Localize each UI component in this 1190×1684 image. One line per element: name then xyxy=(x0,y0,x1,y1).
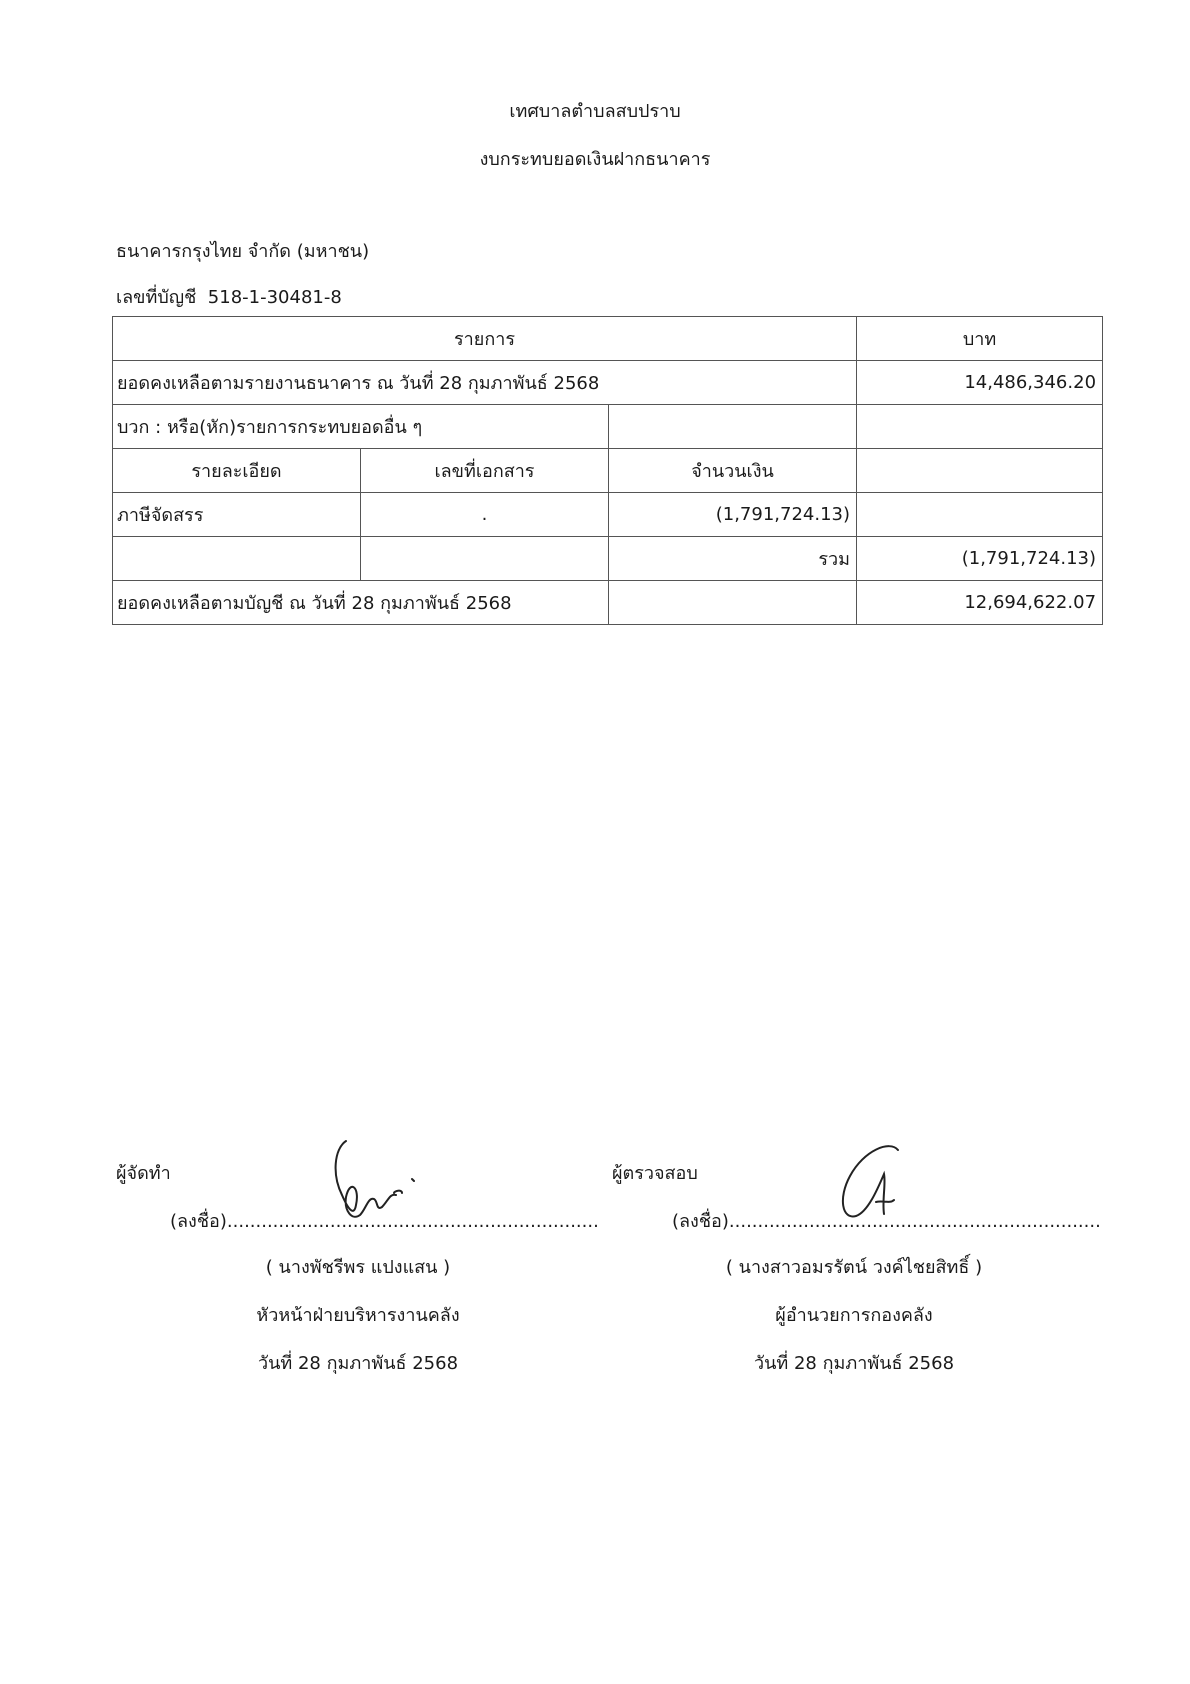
reviewer-sign-prefix: (ลงชื่อ) xyxy=(672,1211,729,1232)
account-line xyxy=(116,282,342,311)
empty-cell xyxy=(361,537,609,581)
total-value: (1,791,724.13) xyxy=(857,537,1103,581)
bank-name: ธนาคารกรุงไทย จำกัด (มหาชน) xyxy=(116,241,370,262)
sub-amount-header: จำนวนเงิน xyxy=(609,449,857,493)
book-balance-label: ยอดคงเหลือตามบัญชี ณ วันที่ 28 กุมภาพันธ์ 2568 xyxy=(113,581,609,625)
empty-cell xyxy=(857,493,1103,537)
dotted-line: ................................................................. xyxy=(728,1211,1101,1232)
row-detail: ภาษีจัดสรร xyxy=(113,493,361,537)
book-balance-value: 12,694,622.07 xyxy=(857,581,1103,625)
reviewer-role-label: ผู้ตรวจสอบ xyxy=(612,1163,698,1184)
col-item-header: รายการ xyxy=(113,317,857,361)
col-baht-header: บาท xyxy=(857,317,1103,361)
row-docno: . xyxy=(361,493,609,537)
total-row xyxy=(113,537,1103,581)
preparer-position: หัวหน้าฝ่ายบริหารงานคลัง xyxy=(256,1305,460,1326)
reconciliation-table xyxy=(112,316,1103,625)
sub-docno-header: เลขที่เอกสาร xyxy=(361,449,609,493)
empty-cell xyxy=(857,405,1103,449)
preparer-sign-prefix: (ลงชื่อ) xyxy=(170,1211,227,1232)
empty-cell xyxy=(113,537,361,581)
sub-detail-header: รายละเอียด xyxy=(113,449,361,493)
org-name: เทศบาลตำบลสบปราบ xyxy=(509,101,681,122)
account-label: เลขที่บัญชี xyxy=(116,287,197,308)
preparer-name: ( นางพัชรีพร แปงแสน ) xyxy=(265,1257,451,1278)
bank-balance-label: ยอดคงเหลือตามรายงานธนาคาร ณ วันที่ 28 กุมภาพันธ์ 2568 xyxy=(113,361,857,405)
empty-cell xyxy=(609,581,857,625)
empty-cell xyxy=(857,449,1103,493)
preparer-role-label: ผู้จัดทำ xyxy=(116,1163,171,1184)
row-amount: (1,791,724.13) xyxy=(609,493,857,537)
adjustment-label: บวก : หรือ(หัก)รายการกระทบยอดอื่น ๆ xyxy=(113,405,609,449)
preparer-date: วันที่ 28 กุมภาพันธ์ 2568 xyxy=(257,1353,459,1374)
reviewer-name: ( นางสาวอมรรัตน์ วงค์ไชยสิทธิ์ ) xyxy=(725,1257,983,1278)
dotted-line: ................................................................. xyxy=(226,1211,599,1232)
sub-header-row xyxy=(113,449,1103,493)
reviewer-signature xyxy=(828,1140,918,1230)
empty-cell xyxy=(609,405,857,449)
table-header-row xyxy=(113,317,1103,361)
adjustment-row xyxy=(113,405,1103,449)
account-number: 518-1-30481-8 xyxy=(207,287,342,308)
reviewer-date: วันที่ 28 กุมภาพันธ์ 2568 xyxy=(753,1353,955,1374)
bank-balance-row xyxy=(113,361,1103,405)
preparer-signature xyxy=(320,1135,420,1225)
reviewer-position: ผู้อำนวยการกองคลัง xyxy=(775,1305,933,1326)
document-title: งบกระทบยอดเงินฝากธนาคาร xyxy=(479,149,711,170)
table-row xyxy=(113,493,1103,537)
total-label: รวม xyxy=(609,537,857,581)
bank-balance-value: 14,486,346.20 xyxy=(857,361,1103,405)
book-balance-row xyxy=(113,581,1103,625)
